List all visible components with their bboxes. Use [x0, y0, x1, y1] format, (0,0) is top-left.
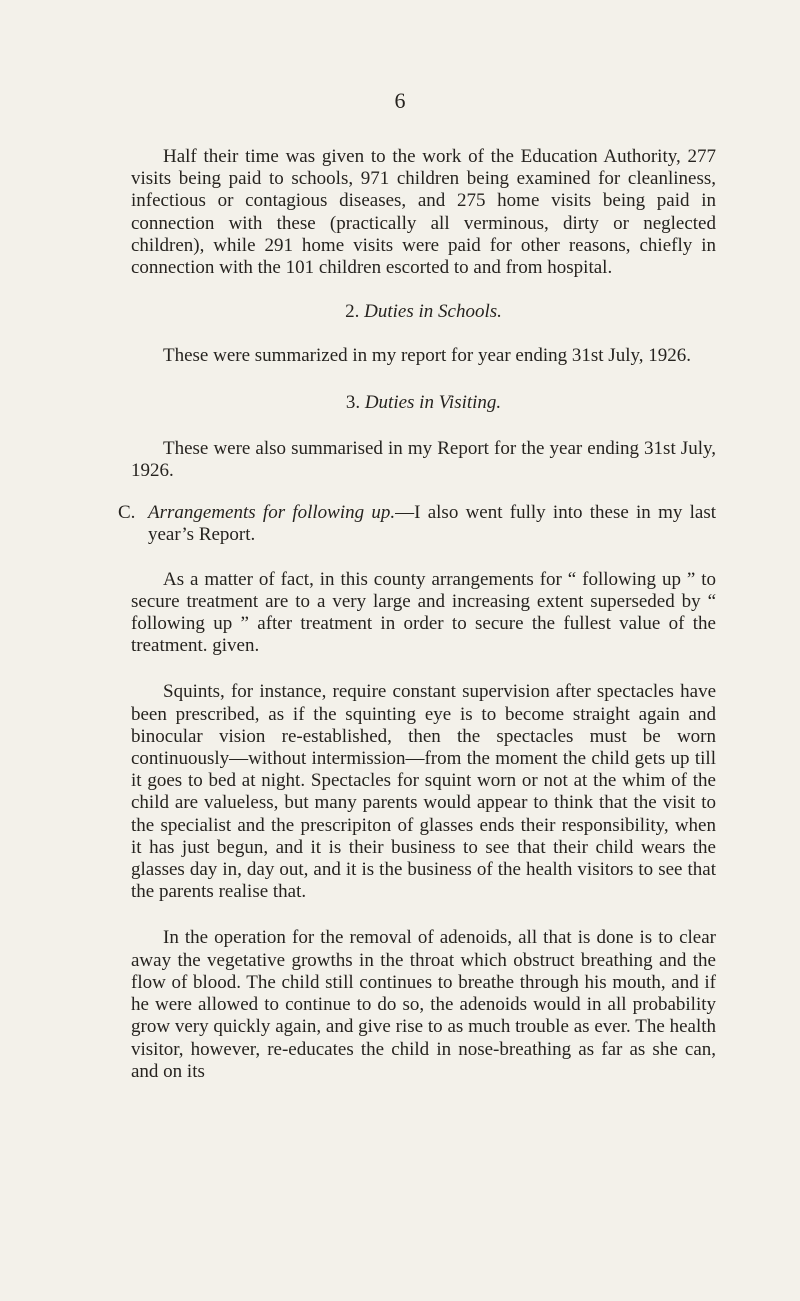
page-number: 6	[394, 88, 406, 113]
heading-title: Duties in Visiting.	[364, 391, 502, 413]
body-text	[118, 146, 716, 1083]
paragraph-duties-in-visiting: These were also summarised in my Report for the year ending 31st July, 1926.	[131, 437, 716, 482]
heading-duties-in-schools	[131, 301, 716, 323]
heading-number: 3.	[345, 391, 361, 413]
paragraph-adenoids: In the operation for the removal of adenoids, all that is done is to clear away the vegetative growths in the throat which obstruct breathing and the flow of blood. The child still continues to breathe through his mouth, and if he were allowed to continue to do so, the adenoids would in all probability grow very quickly again, and give rise to as much trouble as ever. The health visitor, however, re-educates the child in nose-breathing as far as she can, and on its	[131, 927, 716, 1082]
paragraph-duties-in-schools: These were summarized in my report for year ending 31st July, 1926.	[163, 345, 691, 367]
heading-duties-in-visiting	[131, 392, 716, 414]
heading-title: Duties in Schools.	[364, 301, 502, 323]
paragraph-squints: Squints, for instance, require constant supervision after spectacles have been prescribed, as if the squinting eye is to become straight again and binocular vision re-established, then the spectacles must be worn continuously—without intermission—from the moment the child gets up till it goes to bed at night. Spectacles for squint worn or not at the whim of the child are valueless, but many parents would appear to think that the visit to the specialist and the prescripiton of glasses ends their responsibility, when it has just begun, and it is their business to see that their child wears the glasses day in, day out, and it is the business of the health visitors to see that the parents realise that.	[131, 681, 716, 903]
section-title: Arrangements for following up.	[148, 502, 396, 524]
paragraph-following-up: As a matter of fact, in this county arrangements for “ following up ” to secure treatment are to a very large and increasing extent superseded by “ following up ” after treatment in order to secure the fullest value of the treatment. given.	[131, 568, 716, 657]
paragraph-education-authority: Half their time was given to the work of the Education Authority, 277 visits being paid to schools, 971 children being examined for cleanliness, infectious or contagious diseases, and 275 home visits being paid in connection with these (practically all verminous, dirty or neglected children), while 291 home visits were paid for other reasons, chiefly in connection with the 101 children escorted to and from hospital.	[131, 146, 716, 279]
section-c-arrangements	[118, 502, 716, 546]
section-text: —I also went fully into these in my last year’s Report.	[148, 502, 716, 546]
section-label: C.	[118, 502, 136, 524]
heading-number: 2.	[345, 301, 360, 323]
